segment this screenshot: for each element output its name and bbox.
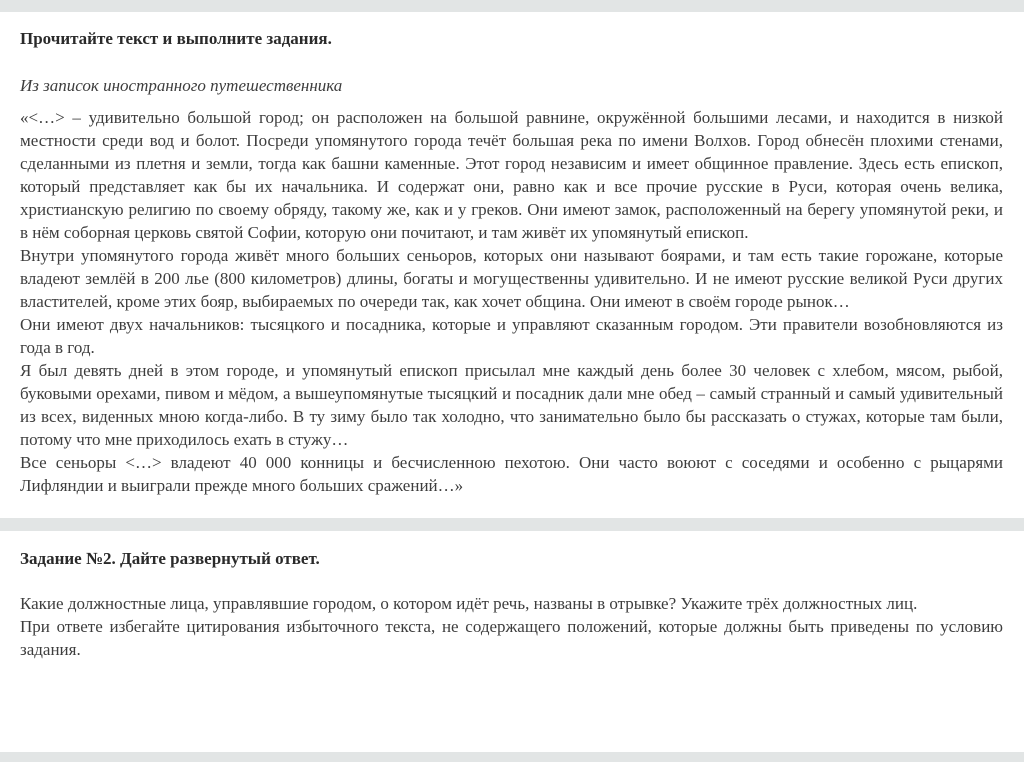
passage-source-caption: Из записок иностранного путешественника bbox=[20, 76, 343, 95]
task-question-line2: При ответе избегайте цитирования избыточного текста, не содержащего положений, которые должны быть приведены по условию задания. bbox=[20, 617, 1003, 659]
passage-paragraph: Внутри упомянутого города живёт много больших сеньоров, которых они называют боярами, и там есть такие горожане, которые владеют землёй в 200 лье (800 километров) длины, богаты и могущественны удивительно. И не имеют русские великой Руси других властителей, кроме этих бояр, выбираемых по очереди так, как хочет община. Они имеют в своём городе рынок… bbox=[20, 246, 1003, 311]
task-question bbox=[20, 592, 1003, 661]
task-question-line1: Какие должностные лица, управлявшие городом, о котором идёт речь, названы в отрывке? Укажите трёх должностных лиц. bbox=[20, 594, 918, 613]
passage-paragraph: «<…> – удивительно большой город; он расположен на большой равнине, окружённой большими лесами, и находится в низкой местности среди вод и болот. Посреди упомянутого города течёт большая река по имени Волхов. Город обнесён плохими стенами, сделанными из плетня и земли, тогда как башни каменные. Этот город независим и имеет общинное правление. Здесь есть епископ, который представляет как бы их начальника. И содержат они, равно как и все прочие русские в Руси, которая очень велика, христианскую религию по своему обряду, такому же, как и у греков. Они имеют замок, расположенный на берегу упомянутой реки, и в нём соборная церковь святой Софии, которую они почитают, и там живёт их упомянутый епископ. bbox=[20, 108, 1003, 242]
instruction-heading: Прочитайте текст и выполните задания. bbox=[20, 29, 332, 48]
task-section bbox=[0, 548, 1024, 661]
reading-section bbox=[0, 28, 1024, 497]
passage-paragraph: Я был девять дней в этом городе, и упомянутый епископ присылал мне каждый день более 30 человек с хлебом, мясом, рыбой, буковыми орехами, пивом и мёдом, а вышеупомянутые тысяцкий и посадник дали мне обед – самый странный и самый удивительный из всех, виденных мною когда-либо. В ту зиму было так холодно, что занимательно было бы рассказать о стужах, которые там были, потому что мне приходилось ехать в стужу… bbox=[20, 361, 1003, 449]
task-heading: Задание №2. Дайте развернутый ответ. bbox=[20, 549, 320, 568]
passage-paragraph: Они имеют двух начальников: тысяцкого и посадника, которые и управляют сказанным городом. Эти правители возобновляются из года в год. bbox=[20, 315, 1003, 357]
passage-paragraph: Все сеньоры <…> владеют 40 000 конницы и бесчисленною пехотою. Они часто воюют с соседями и особенно с рыцарями Лифляндии и выиграли прежде много больших сражений…» bbox=[20, 453, 1003, 495]
passage-text bbox=[20, 106, 1003, 497]
page-bottom-band bbox=[0, 752, 1024, 762]
section-divider-band bbox=[0, 518, 1024, 531]
page-top-band bbox=[0, 0, 1024, 12]
